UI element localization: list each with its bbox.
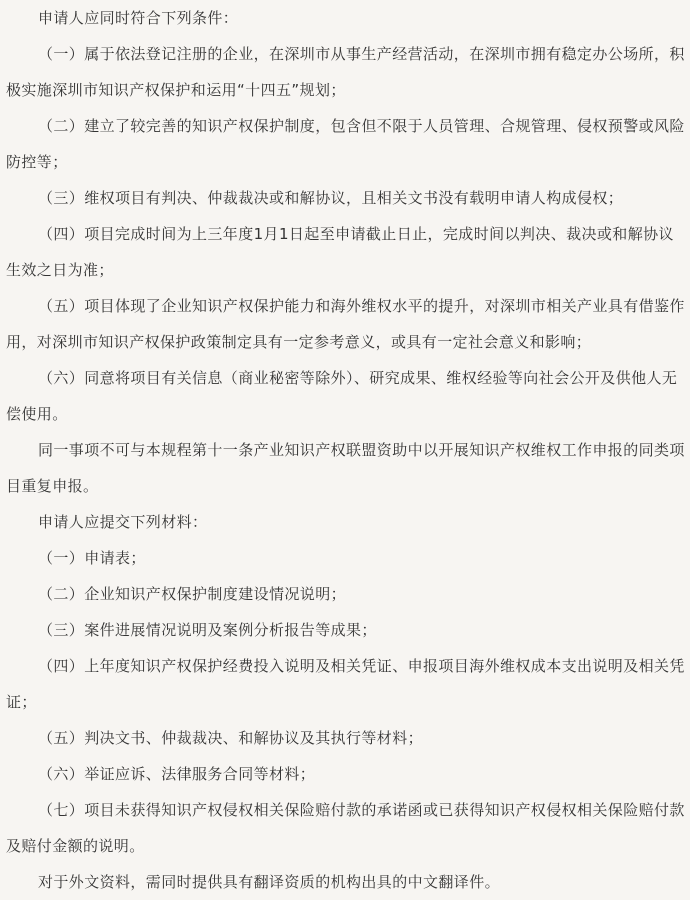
paragraph-condition-6: （六）同意将项目有关信息（商业秘密等除外）、研究成果、维权经验等向社会公开及供他人无偿使用。 [6, 369, 678, 423]
paragraph-no-duplicate: 同一事项不可与本规程第十一条产业知识产权联盟资助中以开展知识产权维权工作申报的同类项目重复申报。 [6, 441, 685, 495]
paragraph-condition-5: （五）项目体现了企业知识产权保护能力和海外维权水平的提升，对深圳市相关产业具有借鉴作用，对深圳市知识产权保护政策制定具有一定参考意义，或具有一定社会意义和影响； [6, 297, 685, 351]
paragraph-material-3: （三）案件进展情况说明及案例分析报告等成果； [38, 621, 377, 639]
paragraph-material-5: （五）判决文书、仲裁裁决、和解协议及其执行等材料； [38, 729, 424, 747]
paragraph-condition-1: （一）属于依法登记注册的企业，在深圳市从事生产经营活动，在深圳市拥有稳定办公场所，积极实施深圳市知识产权保护和运用“十四五”规划； [6, 45, 685, 99]
paragraph-condition-3: （三）维权项目有判决、仲裁裁决或和解协议，且相关文书没有载明申请人构成侵权； [38, 189, 624, 207]
paragraph-material-6: （六）举证应诉、法律服务合同等材料； [38, 765, 316, 783]
paragraph-material-2: （二）企业知识产权保护制度建设情况说明； [38, 585, 347, 603]
paragraph-material-1: （一）申请表； [38, 549, 146, 567]
paragraph-material-7: （七）项目未获得知识产权侵权相关保险赔付款的承诺函或已获得知识产权侵权相关保险赔付款及赔付金额的说明。 [6, 801, 685, 855]
paragraph-material-4: （四）上年度知识产权保护经费投入说明及相关凭证、申报项目海外维权成本支出说明及相关凭证； [6, 657, 685, 711]
paragraph-condition-4: （四）项目完成时间为上三年度1月1日起至申请截止日止，完成时间以判决、裁决或和解协议生效之日为准； [6, 225, 674, 279]
paragraph-foreign-documents: 对于外文资料，需同时提供具有翻译资质的机构出具的中文翻译件。 [38, 873, 501, 891]
paragraph-condition-2: （二）建立了较完善的知识产权保护制度，包含但不限于人员管理、合规管理、侵权预警或风险防控等； [6, 117, 685, 171]
paragraph-conditions-intro: 申请人应同时符合下列条件： [38, 9, 239, 27]
paragraph-materials-intro: 申请人应提交下列材料： [38, 513, 208, 531]
